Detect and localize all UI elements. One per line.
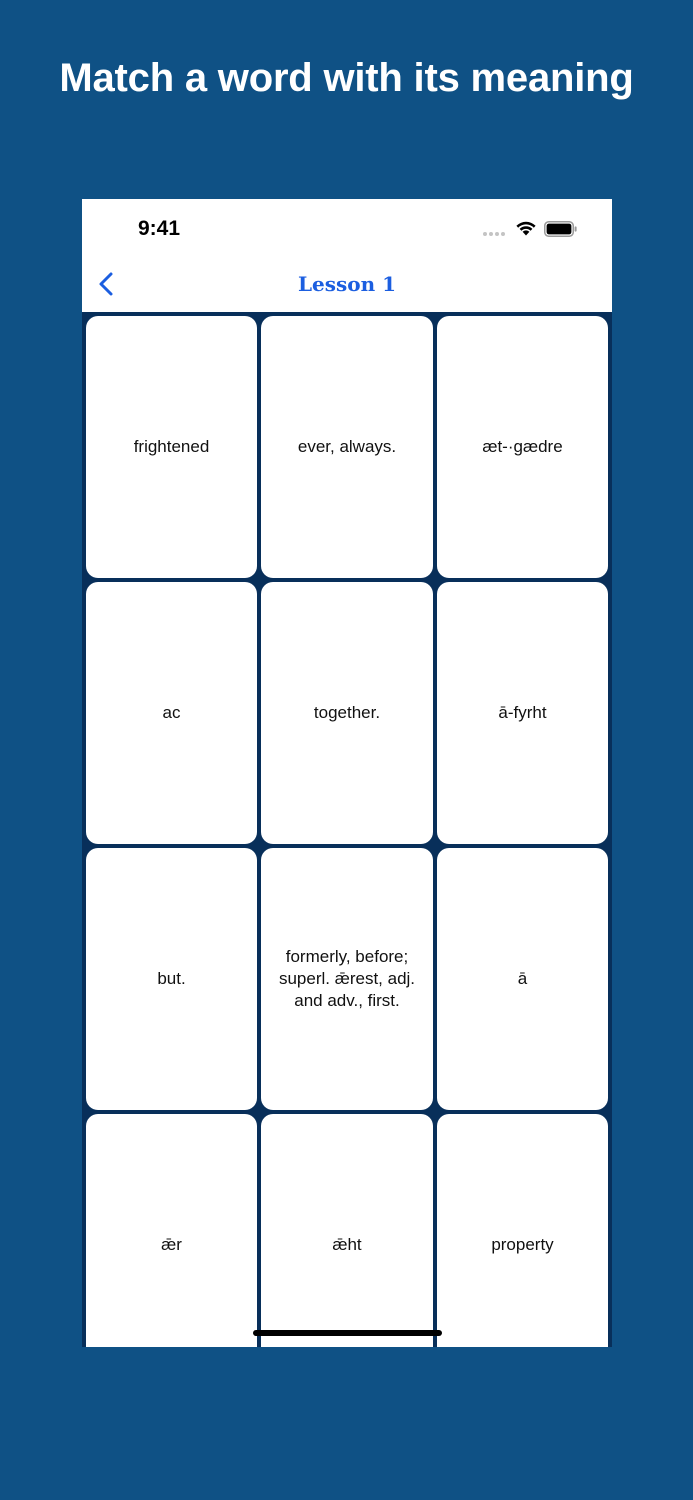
signal-dots-icon xyxy=(483,232,505,236)
status-bar xyxy=(82,199,612,255)
card-text: æt-·gædre xyxy=(482,437,563,456)
card-text: together. xyxy=(313,703,381,722)
card-text: property xyxy=(491,1235,554,1254)
match-card[interactable] xyxy=(261,316,433,578)
match-card[interactable] xyxy=(86,848,257,1110)
match-card[interactable] xyxy=(437,316,608,578)
match-card[interactable] xyxy=(86,1114,257,1347)
card-text: ā-fyrht xyxy=(498,703,547,722)
card-text: ā xyxy=(517,969,528,988)
headline: Match a word with its meaning xyxy=(59,56,634,100)
home-indicator xyxy=(253,1330,442,1336)
card-text: formerly, before; superl. ǣrest, adj. and adv., first. xyxy=(278,947,416,1010)
match-card[interactable] xyxy=(86,582,257,844)
page-title: Lesson 1 xyxy=(297,272,397,296)
match-card[interactable] xyxy=(437,1114,608,1347)
phone-screen xyxy=(82,199,612,1347)
card-text: ǣht xyxy=(332,1235,362,1254)
card-text: but. xyxy=(157,969,186,988)
match-card[interactable] xyxy=(437,848,608,1110)
status-time: 9:41 xyxy=(138,217,181,240)
wifi-icon xyxy=(515,220,537,236)
match-card[interactable] xyxy=(86,316,257,578)
match-card[interactable] xyxy=(261,848,433,1110)
card-text: ac xyxy=(162,703,181,722)
card-text: ever, always. xyxy=(297,437,397,456)
match-card[interactable] xyxy=(261,1114,433,1347)
card-grid xyxy=(82,312,612,1347)
card-text: frightened xyxy=(133,437,210,456)
match-card[interactable] xyxy=(437,582,608,844)
card-text: ǣr xyxy=(161,1235,182,1254)
nav-bar xyxy=(82,255,612,312)
match-card[interactable] xyxy=(261,582,433,844)
battery-icon xyxy=(544,221,578,237)
